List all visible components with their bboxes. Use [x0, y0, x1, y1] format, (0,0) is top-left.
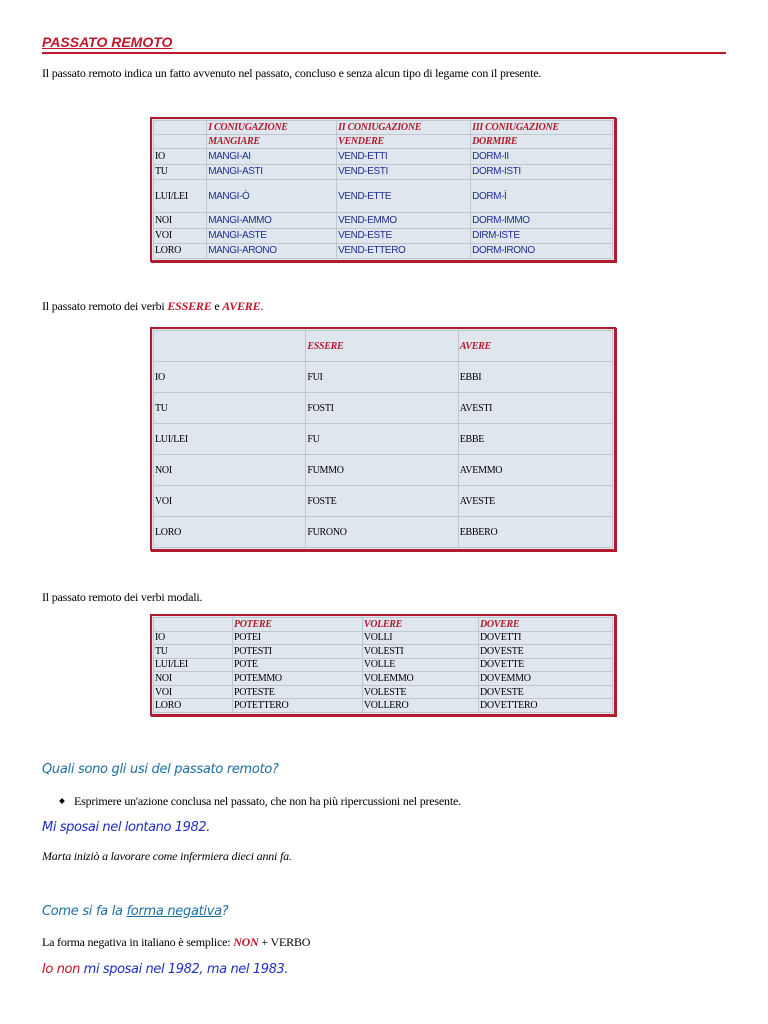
table-row [154, 631, 613, 645]
usi-heading: Quali sono gli usi del passato remoto? [42, 762, 279, 777]
usi-bullet-text: Esprimere un'azione conclusa nel passato, che non ha più ripercussioni nel presente. [74, 794, 461, 808]
conjugation-cell: DOVETTE [478, 658, 612, 672]
conjugation-cell: VOLLI [362, 631, 478, 645]
conjugation-cell: FUI [306, 362, 458, 393]
table-row [154, 699, 613, 713]
conjugation-cell: MANGI-AMMO [207, 213, 337, 228]
table-header-cell: II CONIUGAZIONE [337, 121, 471, 135]
example-sentence-1: Mi sposai nel lontano 1982. [42, 820, 211, 835]
conjugation-cell: VEND-ETTI [337, 149, 471, 164]
conjugation-cell: AVESTE [458, 486, 612, 517]
pronoun-cell: TU [154, 164, 207, 179]
conjugation-cell: DOVETTERO [478, 699, 612, 713]
pronoun-cell: IO [154, 362, 306, 393]
intro-paragraph: Il passato remoto indica un fatto avvenuto nel passato, concluso e senza alcun tipo di legame con il presente. [42, 66, 542, 80]
conjugation-cell: DORM-IMMO [471, 213, 613, 228]
non-word: NON [233, 935, 259, 949]
conjugation-cell: DOVESTE [478, 685, 612, 699]
example-sentence-3 [42, 962, 288, 977]
conjugation-cell: POTEMMO [232, 672, 362, 686]
forma-negativa-link[interactable]: forma negativa [126, 904, 222, 919]
conjugation-cell: DORM-Ì [471, 179, 613, 212]
conjugation-cell: VOLEMMO [362, 672, 478, 686]
table-row [154, 149, 613, 164]
conjugation-cell: VOLESTI [362, 645, 478, 659]
table-row [154, 164, 613, 179]
pronoun-cell: NOI [154, 213, 207, 228]
example3-rest: mi sposai nel 1982, ma nel 1983. [79, 962, 289, 977]
conjugation-cell: FOSTE [306, 486, 458, 517]
conjugation-cell: POTESTI [232, 645, 362, 659]
table-header-cell [154, 135, 207, 149]
pronoun-cell: VOI [154, 486, 306, 517]
usi-bullet-item [60, 794, 461, 809]
essere-avere-pre: Il passato remoto dei verbi [42, 299, 168, 313]
conjugation-cell: EBBERO [458, 517, 612, 548]
conjugation-cell: VOLLERO [362, 699, 478, 713]
table-header-cell: DORMIRE [471, 135, 613, 149]
avere-word: AVERE [222, 299, 261, 313]
table-header-cell: VOLERE [362, 618, 478, 632]
essere-avere-and: e [211, 299, 223, 313]
conjugation-cell: AVESTI [458, 393, 612, 424]
table-row [154, 645, 613, 659]
table-row [154, 179, 613, 212]
conjugation-cell: EBBI [458, 362, 612, 393]
pronoun-cell: VOI [154, 228, 207, 243]
conjugation-cell: VEND-ESTI [337, 164, 471, 179]
page-title: PASSATO REMOTO [42, 34, 726, 54]
conjugation-cell: FU [306, 424, 458, 455]
conjugation-cell: AVEMMO [458, 455, 612, 486]
table-header-cell: AVERE [458, 331, 612, 362]
conjugation-cell: MANGI-AI [207, 149, 337, 164]
table-header-row [154, 331, 613, 362]
conjugation-cell: VEND-ETTERO [337, 243, 471, 258]
coniugazioni-table [150, 117, 616, 262]
essere-avere-table [150, 327, 616, 551]
pronoun-cell: IO [154, 631, 233, 645]
negativa-heading-pre: Come si fa la [42, 904, 127, 919]
pronoun-cell: NOI [154, 672, 233, 686]
table-header-cell: DOVERE [478, 618, 612, 632]
conjugation-cell: DORM-ISTI [471, 164, 613, 179]
negativa-post: + VERBO [258, 935, 311, 949]
table-row [154, 658, 613, 672]
modali-table [150, 614, 616, 716]
example3-red-part: Io non [42, 962, 80, 977]
pronoun-cell: LUI/LEI [154, 658, 233, 672]
negativa-paragraph [42, 935, 310, 949]
conjugation-cell: MANGI-Ò [207, 179, 337, 212]
table-row [154, 672, 613, 686]
table-row [154, 685, 613, 699]
table-row [154, 213, 613, 228]
table-header-row [154, 618, 613, 632]
table-row [154, 243, 613, 258]
table-header-row [154, 121, 613, 135]
essere-word: ESSERE [167, 299, 212, 313]
conjugation-cell: VOLLE [362, 658, 478, 672]
table-header-cell: ESSERE [306, 331, 458, 362]
conjugation-cell: POTESTE [232, 685, 362, 699]
table-header-row [154, 135, 613, 149]
conjugation-cell: MANGI-ARONO [207, 243, 337, 258]
table-header-cell [154, 121, 207, 135]
table-header-cell: MANGIARE [207, 135, 337, 149]
table-header-cell [154, 618, 233, 632]
table-row [154, 517, 613, 548]
conjugation-cell: DORM-II [471, 149, 613, 164]
conjugation-cell: FOSTI [306, 393, 458, 424]
conjugation-cell: MANGI-ASTI [207, 164, 337, 179]
pronoun-cell: TU [154, 645, 233, 659]
conjugation-cell: EBBE [458, 424, 612, 455]
table-row [154, 424, 613, 455]
pronoun-cell: LORO [154, 243, 207, 258]
table-header-cell: I CONIUGAZIONE [207, 121, 337, 135]
conjugation-cell: VEND-ETTE [337, 179, 471, 212]
pronoun-cell: LUI/LEI [154, 424, 306, 455]
table-row [154, 486, 613, 517]
negativa-heading-post: ? [221, 904, 229, 919]
table-row [154, 362, 613, 393]
table-header-cell: VENDERE [337, 135, 471, 149]
pronoun-cell: LORO [154, 699, 233, 713]
pronoun-cell: IO [154, 149, 207, 164]
conjugation-cell: MANGI-ASTE [207, 228, 337, 243]
conjugation-cell: VEND-EMMO [337, 213, 471, 228]
pronoun-cell: VOI [154, 685, 233, 699]
conjugation-cell: VEND-ESTE [337, 228, 471, 243]
negativa-pre: La forma negativa in italiano è semplice: [42, 935, 234, 949]
conjugation-cell: POTETTERO [232, 699, 362, 713]
table-row [154, 228, 613, 243]
conjugation-cell: VOLESTE [362, 685, 478, 699]
table-row [154, 455, 613, 486]
table-header-cell: III CONIUGAZIONE [471, 121, 613, 135]
pronoun-cell: LORO [154, 517, 306, 548]
diamond-bullet-icon [59, 798, 65, 804]
conjugation-cell: DORM-IRONO [471, 243, 613, 258]
conjugation-cell: FURONO [306, 517, 458, 548]
example-sentence-2: Marta iniziò a lavorare come infermiera dieci anni fa. [42, 849, 292, 863]
essere-avere-paragraph [42, 299, 263, 313]
table-row [154, 393, 613, 424]
pronoun-cell: LUI/LEI [154, 179, 207, 212]
conjugation-cell: POTÉ [232, 658, 362, 672]
table-header-cell [154, 331, 306, 362]
table-header-cell: POTERE [232, 618, 362, 632]
conjugation-cell: DOVETTI [478, 631, 612, 645]
pronoun-cell: NOI [154, 455, 306, 486]
conjugation-cell: POTEI [232, 631, 362, 645]
conjugation-cell: DIRM-ISTE [471, 228, 613, 243]
negativa-heading [42, 904, 228, 919]
essere-avere-end: . [260, 299, 264, 313]
conjugation-cell: DOVEMMO [478, 672, 612, 686]
pronoun-cell: TU [154, 393, 306, 424]
conjugation-cell: DOVESTE [478, 645, 612, 659]
conjugation-cell: FUMMO [306, 455, 458, 486]
modali-paragraph: Il passato remoto dei verbi modali. [42, 590, 203, 604]
